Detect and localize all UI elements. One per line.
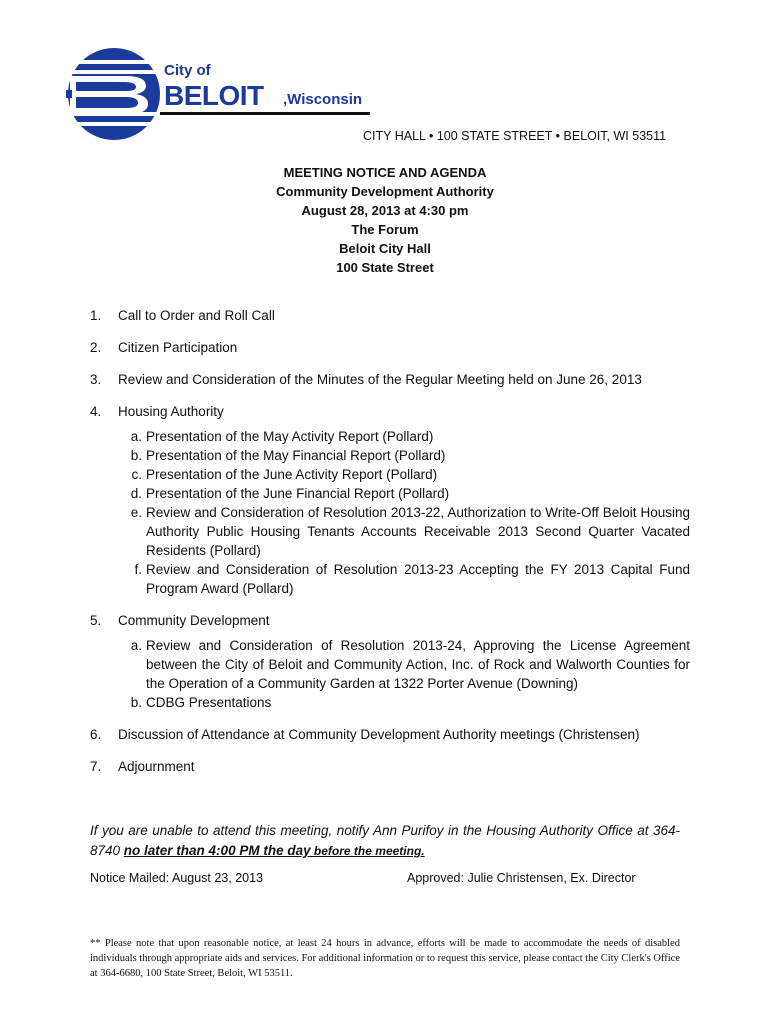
agenda-item-number: 5. (90, 613, 102, 628)
header-room: The Forum (351, 222, 419, 237)
approved-by: Approved: Julie Christensen, Ex. Director (407, 871, 636, 885)
sub-item (118, 693, 690, 712)
sub-item-letter: a. (130, 638, 142, 653)
agenda-item (90, 611, 690, 712)
sub-item (118, 465, 690, 484)
agenda-item (90, 370, 690, 389)
agenda-item-text: Discussion of Attendance at Community Development Authority meetings (Christensen) (118, 727, 640, 742)
sub-item-letter: b. (130, 448, 142, 463)
agenda-item (90, 725, 690, 744)
notice-deadline: no later than 4:00 PM the day (123, 843, 311, 858)
header-building: Beloit City Hall (339, 241, 431, 256)
agenda-item-text: Adjournment (118, 759, 195, 774)
agenda-item-text: Review and Consideration of the Minutes of the Regular Meeting held on June 26, 2013 (118, 372, 642, 387)
sub-item-list (90, 427, 690, 598)
sub-item-letter: a. (130, 429, 142, 444)
agenda-item-text: Housing Authority (118, 404, 224, 419)
sub-item (118, 446, 690, 465)
sub-item-text: Review and Consideration of Resolution 2013-22, Authorization to Write-Off Beloit Housing Authority Public Housing Tenants Accounts Receivable 2013 Second Quarter Vacated Residents (Pollard) (146, 505, 690, 558)
agenda-item (90, 306, 690, 325)
sub-item (118, 560, 690, 598)
sub-item-text: Presentation of the May Activity Report (Pollard) (146, 429, 434, 444)
agenda-item (90, 402, 690, 598)
agenda-item-number: 1. (90, 308, 102, 323)
agenda-item-number: 6. (90, 727, 102, 742)
sub-item-text: Presentation of the June Activity Report (Pollard) (146, 467, 438, 482)
sub-item-text: Presentation of the May Financial Report (Pollard) (146, 448, 446, 463)
header-title: MEETING NOTICE AND AGENDA (283, 165, 487, 180)
agenda-item-number: 7. (90, 759, 102, 774)
agenda-item-text: Community Development (118, 613, 270, 628)
accessibility-footnote: ** Please note that upon reasonable notice, at least 24 hours in advance, efforts will be made to accommodate the needs of disabled individuals through appropriate aids and services. For additional information or to request this service, please contact the City Clerk's Office at 364-6680, 100 State Street, Beloit, WI 53511. (90, 938, 680, 979)
header-street: 100 State Street (336, 260, 434, 275)
logo-wisconsin: ,Wisconsin (283, 91, 363, 108)
agenda-item (90, 757, 690, 776)
agenda-item-number: 2. (90, 340, 102, 355)
header-org: Community Development Authority (276, 184, 494, 199)
sub-item-letter: b. (130, 695, 142, 710)
sub-item (118, 636, 690, 693)
sub-item-letter: f. (134, 562, 142, 577)
sub-item-letter: c. (131, 467, 142, 482)
attendance-notice (90, 821, 680, 861)
agenda-list (90, 306, 690, 789)
sub-item-text: Presentation of the June Financial Report (Pollard) (146, 486, 450, 501)
header-datetime: August 28, 2013 at 4:30 pm (301, 203, 469, 218)
logo-underline (160, 112, 370, 115)
sub-item-list (90, 636, 690, 712)
sub-item-letter: d. (130, 486, 142, 501)
sub-item-letter: e. (130, 505, 142, 520)
logo-city-of: City of (164, 62, 211, 79)
sub-item-text: Review and Consideration of Resolution 2013-23 Accepting the FY 2013 Capital Fund Program Award (Pollard) (146, 562, 690, 596)
agenda-item-text: Call to Order and Roll Call (118, 308, 275, 323)
notice-deadline-tail: before the meeting. (310, 844, 425, 858)
agenda-item-text: Citizen Participation (118, 340, 238, 355)
agenda-item (90, 338, 690, 357)
logo-beloit: BELOIT (164, 80, 264, 111)
address-line: CITY HALL • 100 STATE STREET • BELOIT, WI 53511 (363, 129, 667, 143)
agenda-header (0, 163, 770, 277)
sub-item (118, 503, 690, 560)
sub-item (118, 427, 690, 446)
sub-item-text: CDBG Presentations (146, 695, 272, 710)
agenda-item-number: 3. (90, 372, 102, 387)
notice-lead: If you are unable to attend this meeting, notify Ann Purifoy in the Housing Authority Office at 364-8740 (90, 823, 680, 858)
notice-mailed: Notice Mailed: August 23, 2013 (90, 871, 264, 885)
sub-item-text: Review and Consideration of Resolution 2013-24, Approving the License Agreement between the City of Beloit and Community Action, Inc. of Rock and Walworth Counties for the Operation of a Community Garden at 1322 Porter Avenue (Downing) (146, 638, 690, 691)
sub-item (118, 484, 690, 503)
agenda-item-number: 4. (90, 404, 102, 419)
